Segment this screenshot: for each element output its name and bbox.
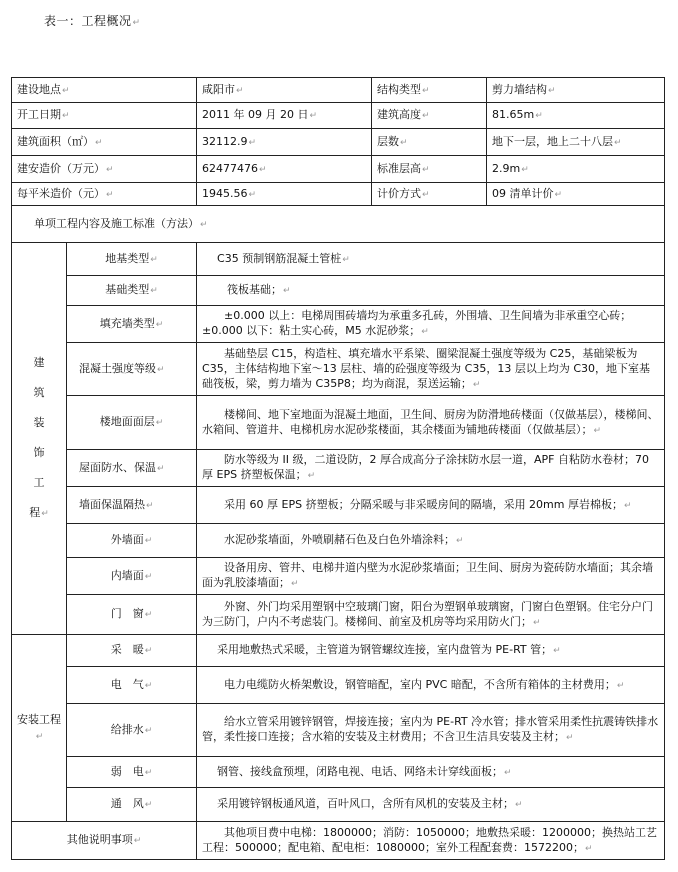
building-item-row: [12, 450, 665, 487]
item-desc: 楼梯间、地下室地面为混凝土地面，卫生间、厨房为防滑地砖楼面（仅做基层），楼梯间、水箱间、管道井、电梯机房水泥砂浆楼面，其余楼面为铺地砖楼面（仅做基层）；↵: [197, 396, 665, 450]
label-start-date: 开工日期↵: [12, 103, 197, 129]
item-name: 外墙面↵: [67, 524, 197, 558]
section-heading: 单项工程内容及施工标准（方法）↵: [12, 206, 665, 243]
label-structure-type: 结构类型↵: [372, 78, 487, 103]
item-name: 给排水↵: [67, 704, 197, 757]
item-name: 采 暖↵: [67, 635, 197, 667]
label-floor-area: 建筑面积（㎡）↵: [12, 129, 197, 156]
item-name: 混凝土强度等级↵: [67, 343, 197, 396]
item-desc: ±0.000 以上：电梯周围砖墙均为承重多孔砖，外围墙、卫生间墙为非承重空心砖；±0.000 以下：粘土实心砖，M5 水泥砂浆；↵: [197, 306, 665, 343]
value-unit-cost: 1945.56↵: [197, 183, 372, 206]
building-group-label: 建 筑 装 饰 工 程↵: [12, 243, 67, 635]
item-desc: 基础垫层 C15，构造柱、填充墙水平系梁、圈梁混凝土强度等级为 C25，基础梁板为 C35，主体结构地下室～13 层柱、墙的砼强度等级为 C35，13 层以上均为 C30，地下室基础筏板，梁，剪力墙为 C35P8；均为商混，泵送运输；↵: [197, 343, 665, 396]
item-desc: 筏板基础；↵: [197, 276, 665, 306]
install-item-row: [12, 667, 665, 704]
item-name: 基础类型↵: [67, 276, 197, 306]
item-desc: C35 预制钢筋混凝土管桩↵: [197, 243, 665, 276]
value-building-height: 81.65m↵: [487, 103, 665, 129]
label-standard-floor-height: 标准层高↵: [372, 156, 487, 183]
item-name: 填充墙类型↵: [67, 306, 197, 343]
label-building-height: 建筑高度↵: [372, 103, 487, 129]
item-name: 弱 电↵: [67, 757, 197, 788]
value-floor-area: 32112.9↵: [197, 129, 372, 156]
value-location: 咸阳市↵: [197, 78, 372, 103]
install-item-row: [12, 704, 665, 757]
building-item-row: [12, 243, 665, 276]
value-construction-cost: 62477476↵: [197, 156, 372, 183]
other-label: 其他说明事项↵: [12, 822, 197, 860]
item-desc: 采用镀锌钢板通风道，百叶风口，含所有风机的安装及主材；↵: [197, 788, 665, 822]
item-desc: 给水立管采用镀锌钢管，焊接连接；室内为 PE-RT 冷水管；排水管采用柔性抗震铸铁排水管，柔性接口连接；含水箱的安装及主材费用；不含卫生洁具安装及主材；↵: [197, 704, 665, 757]
building-item-row: [12, 276, 665, 306]
install-group-label: 安装工程↵: [12, 635, 67, 822]
item-desc: 设备用房、管井、电梯井道内壁为水泥砂浆墙面；卫生间、厨房为瓷砖防水墙面；其余墙面为乳胶漆墙面；↵: [197, 558, 665, 595]
value-start-date: 2011 年 09 月 20 日↵: [197, 103, 372, 129]
item-desc: 采用地敷热式采暖，主管道为钢管螺纹连接，室内盘管为 PE-RT 管；↵: [197, 635, 665, 667]
project-overview-table: [11, 77, 665, 860]
install-item-row: [12, 757, 665, 788]
basic-row-cost: [12, 156, 665, 183]
value-pricing-method: 09 清单计价↵: [487, 183, 665, 206]
group-label-char: 饰: [33, 446, 45, 459]
install-item-row: [12, 788, 665, 822]
item-desc: 防水等级为 II 级，二道设防，2 厚合成高分子涂抹防水层一道，APF 自粘防水卷材；70 厚 EPS 挤塑板保温；↵: [197, 450, 665, 487]
group-label-char: 建: [33, 356, 45, 369]
basic-row-area: [12, 129, 665, 156]
item-name: 屋面防水、保温↵: [67, 450, 197, 487]
label-location: 建设地点↵: [12, 78, 197, 103]
label-construction-cost: 建安造价（万元）↵: [12, 156, 197, 183]
value-structure-type: 剪力墙结构↵: [487, 78, 665, 103]
section-heading-row: [12, 206, 665, 243]
item-desc: 钢管、接线盒预埋，闭路电视、电话、网络未计穿线面板；↵: [197, 757, 665, 788]
value-standard-floor-height: 2.9m↵: [487, 156, 665, 183]
label-pricing-method: 计价方式↵: [372, 183, 487, 206]
item-desc: 电力电缆防火桥架敷设，钢管暗配，室内 PVC 暗配，不含所有箱体的主材费用；↵: [197, 667, 665, 704]
building-item-row: [12, 306, 665, 343]
item-name: 电 气↵: [67, 667, 197, 704]
install-item-row: [12, 635, 665, 667]
document-title: 表一：工程概况↵: [44, 14, 141, 28]
group-label-char: 工: [33, 476, 45, 489]
group-label-char: 装: [33, 416, 45, 429]
building-item-row: [12, 524, 665, 558]
building-item-row: [12, 343, 665, 396]
building-item-row: [12, 558, 665, 595]
basic-row-location: [12, 78, 665, 103]
basic-row-start-date: [12, 103, 665, 129]
item-name: 内墙面↵: [67, 558, 197, 595]
item-name: 墙面保温隔热↵: [67, 487, 197, 524]
other-desc: 其他项目费中电梯：1800000；消防：1050000；地敷热采暖：1200000；换热站工艺工程：500000；配电箱、配电柜：1080000；室外工程配套费：1572200；↵: [197, 822, 665, 860]
item-name: 楼地面面层↵: [67, 396, 197, 450]
item-name: 地基类型↵: [67, 243, 197, 276]
building-item-row: [12, 396, 665, 450]
item-desc: 外窗、外门均采用塑钢中空玻璃门窗，阳台为塑钢单玻璃窗，门窗白色塑钢。住宅分户门为三防门，户内不考虑装门。楼梯间、前室及机房等均采用防火门；↵: [197, 595, 665, 635]
building-item-row: [12, 487, 665, 524]
other-row: [12, 822, 665, 860]
item-desc: 采用 60 厚 EPS 挤塑板；分隔采暖与非采暖房间的隔墙，采用 20mm 厚岩棉板；↵: [197, 487, 665, 524]
building-item-row: [12, 595, 665, 635]
item-name: 通 风↵: [67, 788, 197, 822]
label-unit-cost: 每平米造价（元）↵: [12, 183, 197, 206]
item-name: 门 窗↵: [67, 595, 197, 635]
item-desc: 水泥砂浆墙面，外喷刷赭石色及白色外墙涂料；↵: [197, 524, 665, 558]
label-floors: 层数↵: [372, 129, 487, 156]
group-label-char: 筑: [33, 386, 45, 399]
basic-row-unit-cost: [12, 183, 665, 206]
value-floors: 地下一层，地上二十八层↵: [487, 129, 665, 156]
group-label-char: 程: [29, 506, 41, 519]
